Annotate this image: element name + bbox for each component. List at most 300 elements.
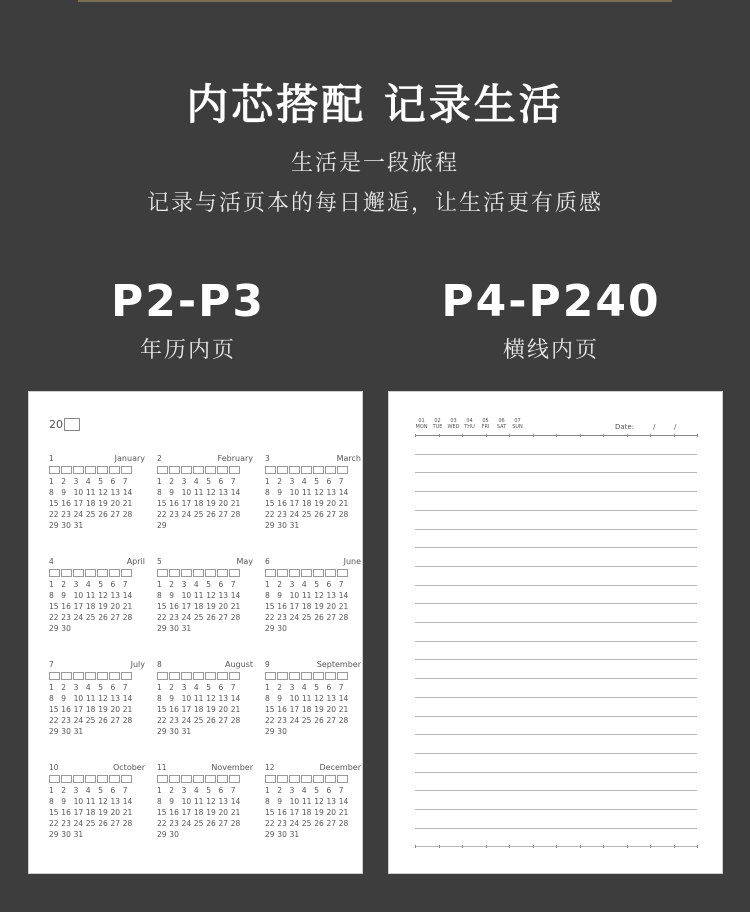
weekday-number-row xyxy=(49,682,145,693)
checkbox-row xyxy=(265,466,361,474)
day-checkbox xyxy=(193,672,204,680)
day-number: 30 xyxy=(61,830,71,839)
day-number: 8 xyxy=(265,488,270,497)
weekday-number: 7 xyxy=(338,786,344,795)
day-number: 30 xyxy=(169,624,179,633)
day-number: 9 xyxy=(61,694,67,703)
day-number: 14 xyxy=(122,694,133,703)
day-number: 30 xyxy=(169,727,179,736)
day-number: 29 xyxy=(265,521,275,530)
day-number: 28 xyxy=(338,613,349,622)
weekday-number: 3 xyxy=(289,580,295,589)
day-checkbox xyxy=(229,672,240,680)
writing-line xyxy=(415,734,697,735)
day-number: 26 xyxy=(314,510,324,519)
writing-line xyxy=(415,454,697,455)
day-row xyxy=(157,715,253,726)
day-number: 12 xyxy=(206,694,216,703)
day-number: 10 xyxy=(181,797,192,806)
day-checkbox xyxy=(61,569,72,577)
rule-tick xyxy=(486,845,487,848)
day-number: 18 xyxy=(301,499,312,508)
day-number: 24 xyxy=(289,510,300,519)
day-number: 19 xyxy=(98,602,108,611)
day-checkbox xyxy=(121,466,132,474)
weekday-number-row xyxy=(49,476,145,487)
weekday-number: 4 xyxy=(301,477,307,486)
month-header xyxy=(157,660,253,670)
day-number: 29 xyxy=(49,830,59,839)
weekday-number: 3 xyxy=(73,786,79,795)
page-range-code: P4-P240 xyxy=(441,276,661,327)
rule-tick xyxy=(439,434,440,437)
rule-tick xyxy=(580,845,581,848)
day-row xyxy=(49,818,145,829)
day-checkbox xyxy=(85,466,96,474)
writing-line xyxy=(415,603,697,604)
checkbox-row xyxy=(157,672,253,680)
day-number: 25 xyxy=(85,613,96,622)
day-number: 8 xyxy=(157,591,162,600)
day-number: 16 xyxy=(61,705,71,714)
day-row xyxy=(265,623,361,634)
day-checkbox xyxy=(301,672,312,680)
day-number: 19 xyxy=(314,499,324,508)
day-number: 10 xyxy=(73,797,84,806)
day-checkbox xyxy=(217,672,228,680)
weekday-number: 3 xyxy=(289,477,295,486)
day-number: 15 xyxy=(49,602,59,611)
day-number: 25 xyxy=(85,819,96,828)
month-name: May xyxy=(236,557,253,566)
day-checkbox xyxy=(313,569,324,577)
day-number: 9 xyxy=(169,591,175,600)
day-number: 8 xyxy=(49,591,54,600)
day-checkbox xyxy=(193,466,204,474)
day-number: 19 xyxy=(314,705,324,714)
day-number: 24 xyxy=(181,510,192,519)
top-divider xyxy=(78,0,672,2)
weekday-number: 5 xyxy=(98,683,103,692)
day-checkbox xyxy=(301,569,312,577)
month-name: September xyxy=(316,660,361,669)
weekday-number: 1 xyxy=(157,477,162,486)
day-number: 28 xyxy=(122,819,133,828)
day-number: 24 xyxy=(289,716,300,725)
day-number: 14 xyxy=(122,488,133,497)
month-number: 5 xyxy=(157,557,162,566)
weekday-number: 4 xyxy=(85,683,91,692)
day-row xyxy=(157,693,253,704)
day-number: 16 xyxy=(277,705,287,714)
day-number: 17 xyxy=(73,499,84,508)
weekday-number: 4 xyxy=(193,580,199,589)
day-numbers xyxy=(157,785,253,840)
day-number: 18 xyxy=(301,602,312,611)
day-number: 10 xyxy=(289,488,300,497)
day-number: 23 xyxy=(61,819,71,828)
month-number: 4 xyxy=(49,557,54,566)
day-checkbox xyxy=(205,775,216,783)
day-number: 9 xyxy=(277,488,283,497)
day-number: 30 xyxy=(61,521,71,530)
day-row xyxy=(49,601,145,612)
day-row xyxy=(265,807,361,818)
day-number: 29 xyxy=(265,727,275,736)
day-row xyxy=(265,818,361,829)
day-number: 29 xyxy=(49,521,59,530)
day-number: 17 xyxy=(73,705,84,714)
day-number: 15 xyxy=(265,602,275,611)
day-number: 24 xyxy=(289,613,300,622)
day-checkbox xyxy=(85,672,96,680)
writing-line xyxy=(415,585,697,586)
day-number: 14 xyxy=(122,797,133,806)
day-number: 24 xyxy=(73,613,84,622)
day-row xyxy=(49,715,145,726)
day-number: 30 xyxy=(61,624,71,633)
day-number: 24 xyxy=(181,613,192,622)
day-number: 8 xyxy=(157,488,162,497)
day-number: 18 xyxy=(193,499,204,508)
day-number: 26 xyxy=(206,716,216,725)
day-checkbox xyxy=(181,672,192,680)
day-number: 16 xyxy=(61,499,71,508)
weekday-number: 07 xyxy=(514,418,521,424)
writing-line xyxy=(415,809,697,810)
day-number: 17 xyxy=(73,602,84,611)
weekday-number: 2 xyxy=(61,683,67,692)
page-range-lined xyxy=(401,276,701,364)
weekday-number-row xyxy=(157,579,253,590)
month-name: June xyxy=(343,557,361,566)
month-block xyxy=(157,660,253,750)
page-range-calendar xyxy=(38,276,338,364)
day-number: 30 xyxy=(169,830,179,839)
day-checkbox xyxy=(73,775,84,783)
weekday-number: 1 xyxy=(49,786,54,795)
day-number: 8 xyxy=(265,591,270,600)
day-number: 26 xyxy=(98,819,108,828)
day-number: 13 xyxy=(326,694,337,703)
weekday-number: 3 xyxy=(289,786,295,795)
date-label: Date: xyxy=(615,423,635,431)
day-checkbox xyxy=(325,775,336,783)
day-number: 14 xyxy=(338,797,349,806)
weekday-number: 5 xyxy=(206,580,211,589)
day-checkbox xyxy=(277,672,288,680)
weekday-number: 2 xyxy=(169,683,175,692)
month-name: April xyxy=(126,557,145,566)
day-number: 11 xyxy=(301,694,312,703)
day-row xyxy=(157,590,253,601)
month-grid xyxy=(49,454,361,853)
weekday-number: 2 xyxy=(169,786,175,795)
day-number: 27 xyxy=(326,819,337,828)
day-number: 30 xyxy=(277,830,287,839)
weekday-number: 4 xyxy=(301,683,307,692)
day-number: 22 xyxy=(157,819,167,828)
day-number: 20 xyxy=(326,705,337,714)
rule-tick xyxy=(462,434,463,437)
day-number: 23 xyxy=(169,613,179,622)
day-number: 30 xyxy=(61,727,71,736)
day-number: 28 xyxy=(230,716,241,725)
day-number: 9 xyxy=(61,488,67,497)
day-number: 11 xyxy=(193,488,204,497)
day-number: 17 xyxy=(181,705,192,714)
day-row xyxy=(157,807,253,818)
month-name: July xyxy=(130,660,145,669)
day-number: 22 xyxy=(49,716,59,725)
day-number: 16 xyxy=(61,602,71,611)
day-row xyxy=(265,704,361,715)
weekday-number-row xyxy=(265,579,361,590)
day-checkbox xyxy=(325,569,336,577)
day-numbers xyxy=(49,579,145,634)
day-numbers xyxy=(49,682,145,737)
day-row xyxy=(49,807,145,818)
month-block xyxy=(265,557,361,647)
day-number: 15 xyxy=(157,602,167,611)
day-checkbox xyxy=(49,775,60,783)
day-row xyxy=(49,704,145,715)
day-number: 23 xyxy=(277,716,287,725)
day-number: 17 xyxy=(73,808,84,817)
weekday-cell xyxy=(431,418,444,430)
day-number: 27 xyxy=(326,716,337,725)
day-number: 23 xyxy=(61,716,71,725)
rule-tick xyxy=(556,434,557,437)
day-number: 26 xyxy=(314,613,324,622)
day-checkbox xyxy=(157,569,168,577)
day-checkbox xyxy=(313,466,324,474)
day-checkbox xyxy=(337,466,348,474)
day-number: 23 xyxy=(277,510,287,519)
day-number: 23 xyxy=(277,819,287,828)
day-checkbox xyxy=(169,466,180,474)
weekday-number: 3 xyxy=(181,683,187,692)
date-slash: / xyxy=(653,423,656,431)
rule-tick xyxy=(486,434,487,437)
day-number: 10 xyxy=(181,694,192,703)
day-checkbox xyxy=(181,466,192,474)
day-number: 19 xyxy=(98,808,108,817)
month-header xyxy=(265,660,361,670)
day-number: 20 xyxy=(218,705,229,714)
day-number: 28 xyxy=(122,510,133,519)
day-number: 21 xyxy=(122,499,133,508)
day-number: 15 xyxy=(265,705,275,714)
day-number: 9 xyxy=(277,797,283,806)
day-checkbox xyxy=(277,569,288,577)
month-name: February xyxy=(217,454,253,463)
day-number: 23 xyxy=(61,613,71,622)
day-number: 19 xyxy=(98,705,108,714)
day-row xyxy=(265,520,361,531)
weekday-cell xyxy=(447,418,460,430)
day-number: 19 xyxy=(314,602,324,611)
month-number: 7 xyxy=(49,660,54,669)
day-number: 20 xyxy=(218,499,229,508)
weekday-number: 7 xyxy=(338,477,344,486)
day-checkbox xyxy=(265,672,276,680)
rule-tick xyxy=(697,845,698,848)
month-block xyxy=(157,763,253,853)
weekday-number: 7 xyxy=(338,683,344,692)
day-number: 27 xyxy=(326,510,337,519)
day-number: 22 xyxy=(49,613,59,622)
day-number: 26 xyxy=(206,819,216,828)
month-block xyxy=(157,557,253,647)
writing-line xyxy=(415,472,697,473)
day-numbers xyxy=(265,579,361,634)
rule-tick xyxy=(603,434,604,437)
writing-line xyxy=(415,772,697,773)
weekday-name: SAT xyxy=(496,424,507,430)
weekday-number: 6 xyxy=(218,580,224,589)
day-number: 11 xyxy=(193,797,204,806)
day-checkbox xyxy=(169,672,180,680)
day-number: 20 xyxy=(110,808,121,817)
weekday-number-row xyxy=(265,785,361,796)
day-number: 10 xyxy=(73,488,84,497)
day-row xyxy=(49,829,145,840)
weekday-number: 6 xyxy=(218,477,224,486)
day-number: 28 xyxy=(122,613,133,622)
day-number: 11 xyxy=(301,591,312,600)
day-row xyxy=(265,601,361,612)
day-number: 9 xyxy=(61,797,67,806)
headline: 内芯搭配 记录生活 xyxy=(186,80,564,129)
day-number: 15 xyxy=(265,499,275,508)
weekday-number-row xyxy=(49,579,145,590)
weekday-number-row xyxy=(157,682,253,693)
day-checkbox xyxy=(289,569,300,577)
day-number: 15 xyxy=(157,808,167,817)
day-number: 25 xyxy=(193,510,204,519)
weekday-cell xyxy=(511,418,524,430)
day-number: 10 xyxy=(289,694,300,703)
day-checkbox xyxy=(97,672,108,680)
month-header xyxy=(49,557,145,567)
day-checkbox xyxy=(181,775,192,783)
weekday-number: 7 xyxy=(230,580,236,589)
day-row xyxy=(49,796,145,807)
weekday-number: 1 xyxy=(265,786,270,795)
weekday-number: 03 xyxy=(450,418,457,424)
weekday-number: 6 xyxy=(326,683,332,692)
day-number: 9 xyxy=(169,488,175,497)
weekday-number: 2 xyxy=(61,477,67,486)
day-numbers xyxy=(157,682,253,737)
day-row xyxy=(265,509,361,520)
weekday-number: 6 xyxy=(218,683,224,692)
day-number: 27 xyxy=(110,716,121,725)
day-number: 11 xyxy=(301,488,312,497)
weekday-number: 6 xyxy=(326,786,332,795)
day-number: 25 xyxy=(301,716,312,725)
day-number: 10 xyxy=(73,591,84,600)
day-number: 29 xyxy=(157,727,167,736)
weekday-name: MON xyxy=(415,424,428,430)
day-checkbox xyxy=(169,569,180,577)
day-number: 19 xyxy=(206,499,216,508)
day-number: 9 xyxy=(277,591,283,600)
writing-line xyxy=(415,697,697,698)
day-checkbox xyxy=(97,569,108,577)
day-checkbox xyxy=(301,775,312,783)
day-checkbox xyxy=(121,672,132,680)
writing-line xyxy=(415,659,697,660)
day-number: 25 xyxy=(85,716,96,725)
day-number: 18 xyxy=(85,499,96,508)
weekday-number: 4 xyxy=(85,580,91,589)
day-number: 11 xyxy=(85,797,96,806)
month-header xyxy=(265,454,361,464)
rule-tick xyxy=(533,845,534,848)
day-number: 20 xyxy=(326,808,337,817)
day-number: 23 xyxy=(277,613,287,622)
weekday-number: 4 xyxy=(301,786,307,795)
day-number: 9 xyxy=(61,591,67,600)
day-number: 21 xyxy=(230,808,241,817)
month-name: March xyxy=(336,454,361,463)
day-number: 20 xyxy=(110,602,121,611)
day-checkbox xyxy=(157,775,168,783)
weekday-number: 02 xyxy=(434,418,441,424)
month-name: August xyxy=(225,660,253,669)
day-number: 16 xyxy=(277,499,287,508)
day-number: 15 xyxy=(157,705,167,714)
day-number: 14 xyxy=(230,488,241,497)
day-checkbox xyxy=(49,569,60,577)
weekday-number: 3 xyxy=(73,580,79,589)
weekday-number: 6 xyxy=(326,477,332,486)
year-prefix: 20 xyxy=(49,418,63,431)
day-checkbox xyxy=(109,775,120,783)
day-number: 29 xyxy=(265,830,275,839)
rule-tick xyxy=(650,845,651,848)
weekday-number: 5 xyxy=(98,580,103,589)
day-number: 27 xyxy=(110,819,121,828)
day-number: 13 xyxy=(110,591,121,600)
day-row xyxy=(157,818,253,829)
day-number: 21 xyxy=(230,705,241,714)
day-checkbox xyxy=(217,466,228,474)
weekday-number-row xyxy=(265,682,361,693)
day-number: 18 xyxy=(193,808,204,817)
weekday-name: WED xyxy=(447,424,460,430)
day-number: 31 xyxy=(289,830,300,839)
day-number: 15 xyxy=(49,705,59,714)
day-row xyxy=(157,612,253,623)
day-checkbox xyxy=(193,775,204,783)
day-number: 23 xyxy=(61,510,71,519)
weekday-number: 1 xyxy=(157,580,162,589)
day-number: 16 xyxy=(169,808,179,817)
weekday-number: 5 xyxy=(206,477,211,486)
weekday-number: 6 xyxy=(110,580,116,589)
day-number: 18 xyxy=(193,705,204,714)
weekday-number: 2 xyxy=(277,580,283,589)
day-number: 19 xyxy=(206,602,216,611)
day-number: 8 xyxy=(265,694,270,703)
day-number: 27 xyxy=(218,613,229,622)
day-number: 29 xyxy=(157,830,167,839)
weekday-number: 2 xyxy=(277,477,283,486)
lined-sheet xyxy=(389,392,722,873)
